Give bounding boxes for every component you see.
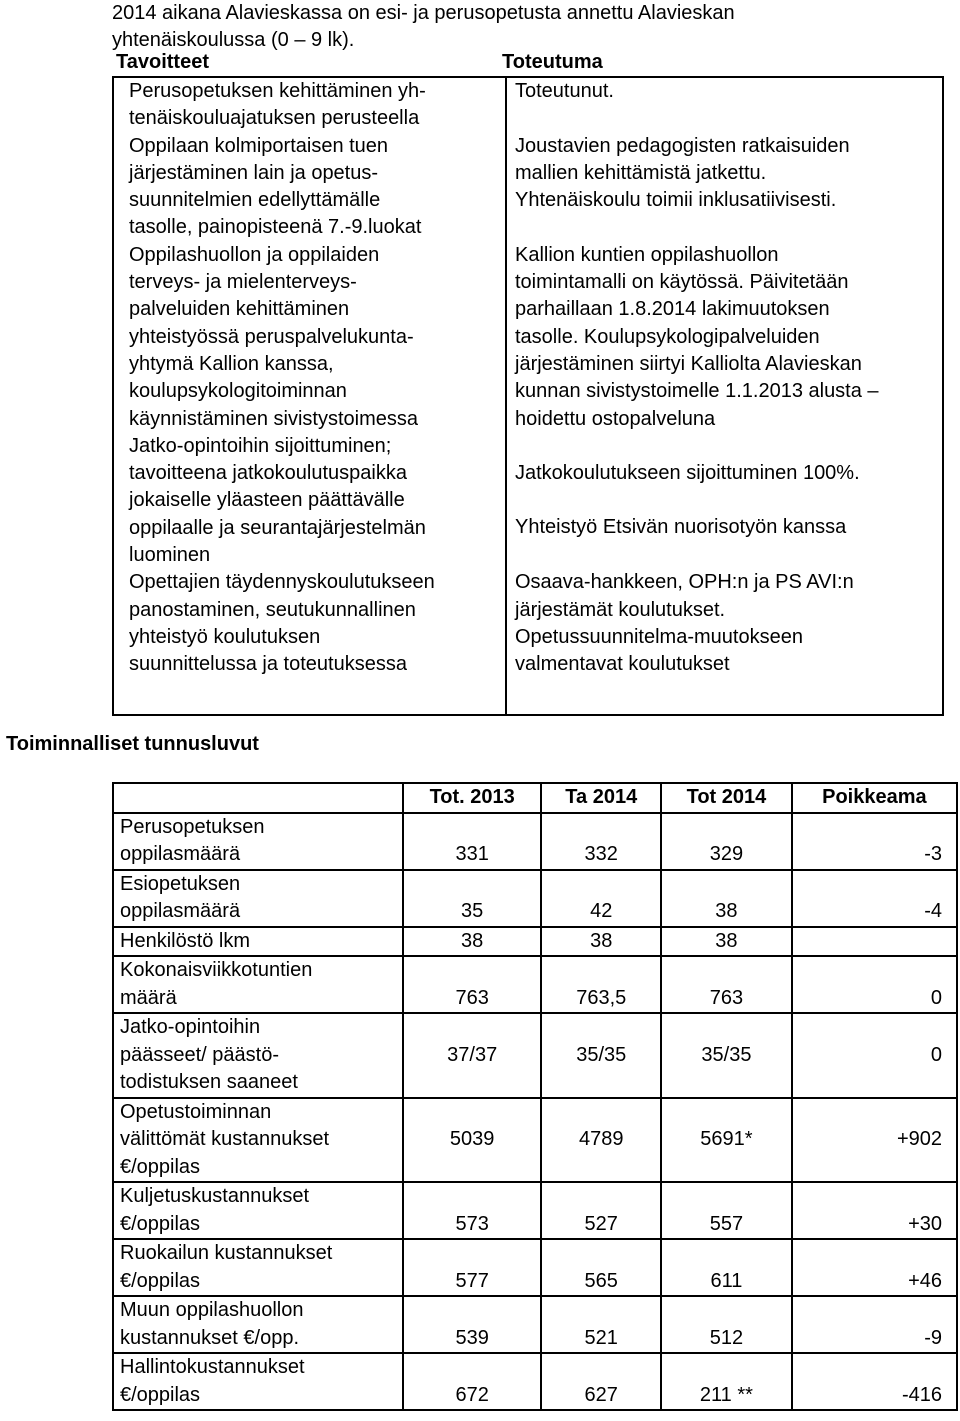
kpi-row — [113, 1239, 957, 1296]
kpi-label-line: oppilasmäärä — [120, 843, 241, 865]
kpi-value: 4789 — [541, 1098, 661, 1183]
goal-line: Perusopetuksen kehittäminen yh- — [129, 80, 426, 102]
result-cell — [506, 242, 943, 433]
goal-line: Opettajien täydennyskoulutukseen — [129, 571, 435, 594]
kpi-row — [113, 1098, 957, 1183]
kpi-value: 763 — [661, 956, 792, 1013]
result-line: Opetussuunnitelma-muutokseen — [515, 625, 803, 648]
kpi-row — [113, 1353, 957, 1410]
goal-line: oppilaalle ja seurantajärjestelmän — [129, 516, 426, 539]
result-line — [515, 487, 936, 514]
result-line: Yhtenäiskoulu toimii inklusatiivisesti. — [515, 189, 837, 212]
result-cell — [506, 77, 943, 133]
result-cell — [506, 569, 943, 715]
kpi-value: 42 — [541, 870, 661, 927]
kpi-label-line: Kokonaisviikkotuntien — [120, 959, 313, 981]
kpi-value: -4 — [792, 870, 957, 927]
kpi-label — [113, 1296, 403, 1353]
goals-header-result: Toteutuma — [502, 51, 603, 73]
kpi-value: 211 ** — [661, 1353, 792, 1410]
kpi-value: 577 — [403, 1239, 541, 1296]
kpi-value: 573 — [403, 1182, 541, 1239]
result-line: Yhteistyö Etsivän nuorisotyön kanssa — [515, 516, 847, 539]
kpi-label — [113, 870, 403, 927]
goal-line: Oppilashuollon ja oppilaiden — [129, 243, 380, 266]
goal-line: tenäiskouluajatuksen perusteella — [129, 107, 420, 130]
kpi-value: 565 — [541, 1239, 661, 1296]
kpi-label — [113, 1182, 403, 1239]
kpi-value: 611 — [661, 1239, 792, 1296]
kpi-label — [113, 927, 403, 957]
goal-line: käynnistäminen sivistystoimessa — [129, 407, 418, 430]
result-line: toimintamalli on käytössä. Päivitetään — [515, 271, 849, 294]
goal-line: suunnittelussa ja toteutuksessa — [129, 653, 407, 676]
goals-row — [113, 242, 943, 433]
kpi-value: 763,5 — [541, 956, 661, 1013]
kpi-value: 512 — [661, 1296, 792, 1353]
kpi-header-tot-2013: Tot. 2013 — [403, 783, 541, 813]
kpi-label-line: €/oppilas — [120, 1383, 201, 1406]
kpi-label — [113, 1353, 403, 1410]
kpi-row — [113, 1296, 957, 1353]
kpi-header-tot-2014: Tot 2014 — [661, 783, 792, 813]
result-line: valmentavat koulutukset — [515, 653, 730, 676]
kpi-value: 5691* — [661, 1098, 792, 1183]
kpi-label — [113, 813, 403, 870]
goal-cell — [113, 433, 506, 569]
kpi-label-line: Ruokailun kustannukset — [120, 1242, 333, 1264]
result-line: parhaillaan 1.8.2014 lakimuutoksen — [515, 298, 830, 321]
kpi-label-line: oppilasmäärä — [120, 900, 241, 922]
kpi-value — [792, 927, 957, 957]
kpi-value: 38 — [661, 870, 792, 927]
intro-text — [112, 0, 932, 54]
kpi-row — [113, 1182, 957, 1239]
goal-line: yhteistyössä peruspalvelukunta- — [129, 325, 414, 348]
kpi-value: 0 — [792, 1013, 957, 1098]
kpi-label-line: välittömät kustannukset — [120, 1128, 329, 1150]
goal-line: terveys- ja mielenterveys- — [129, 271, 357, 294]
result-line: Joustavien pedagogisten ratkaisuiden — [515, 134, 850, 157]
goal-line: koulupsykologitoiminnan — [129, 380, 347, 403]
kpi-header-ta-2014: Ta 2014 — [541, 783, 661, 813]
kpi-label-line: Henkilöstö lkm — [120, 929, 251, 952]
goals-row — [113, 77, 943, 133]
goal-line: suunnitelmien edellyttämälle — [129, 189, 381, 212]
kpi-row — [113, 813, 957, 870]
kpi-table — [112, 782, 958, 1411]
kpi-value: 35/35 — [661, 1013, 792, 1098]
kpi-value: 38 — [661, 927, 792, 957]
goal-line: panostaminen, seutukunnallinen — [129, 598, 416, 621]
goal-line: jokaiselle yläasteen päättävälle — [129, 489, 405, 512]
goals-header-goal: Tavoitteet — [116, 51, 209, 73]
intro-line: yhtenäiskoulussa (0 – 9 lk). — [112, 29, 355, 51]
goal-line: luominen — [129, 544, 211, 567]
kpi-label — [113, 956, 403, 1013]
kpi-value: 37/37 — [403, 1013, 541, 1098]
kpi-value: 521 — [541, 1296, 661, 1353]
result-line: Kallion kuntien oppilashuollon — [515, 243, 779, 266]
goal-line: järjestäminen lain ja opetus- — [129, 161, 379, 184]
kpi-label-line: Kuljetuskustannukset — [120, 1185, 310, 1207]
goals-table — [112, 76, 944, 716]
result-line — [515, 433, 936, 460]
result-line: tasolle. Koulupsykologipalveluiden — [515, 325, 820, 348]
kpi-label-line: €/oppilas — [120, 1269, 201, 1292]
kpi-label-line: Opetustoiminnan — [120, 1100, 272, 1123]
kpi-value: -9 — [792, 1296, 957, 1353]
result-cell — [506, 133, 943, 242]
goals-row — [113, 133, 943, 242]
result-line: järjestämät koulutukset. — [515, 598, 726, 621]
kpi-label — [113, 1239, 403, 1296]
kpi-header-blank — [113, 783, 403, 813]
kpi-label-line: Hallintokustannukset — [120, 1356, 305, 1378]
kpi-value: 38 — [541, 927, 661, 957]
kpi-value: 5039 — [403, 1098, 541, 1183]
kpi-label-line: kustannukset €/opp. — [120, 1326, 300, 1349]
result-line: Osaava-hankkeen, OPH:n ja PS AVI:n — [515, 571, 854, 594]
kpi-value: +902 — [792, 1098, 957, 1183]
kpi-row — [113, 927, 957, 957]
kpi-value: 527 — [541, 1182, 661, 1239]
goal-line: tavoitteena jatkokoulutuspaikka — [129, 462, 407, 485]
result-line: kunnan sivistystoimelle 1.1.2013 alusta – — [515, 380, 879, 403]
kpi-label — [113, 1013, 403, 1098]
goal-line: palveluiden kehittäminen — [129, 298, 350, 321]
kpi-value: 0 — [792, 956, 957, 1013]
result-cell — [506, 433, 943, 569]
kpi-value: +30 — [792, 1182, 957, 1239]
result-line: Jatkokoulutukseen sijoittuminen 100%. — [515, 461, 860, 484]
kpi-value: 35/35 — [541, 1013, 661, 1098]
goal-line: yhteistyö koulutuksen — [129, 625, 321, 648]
kpi-label-line: €/oppilas — [120, 1212, 201, 1235]
goal-line: tasolle, painopisteenä 7.-9.luokat — [129, 216, 422, 239]
section-title: Toiminnalliset tunnusluvut — [6, 733, 259, 755]
kpi-value: 332 — [541, 813, 661, 870]
kpi-header-poikkeama: Poikkeama — [792, 783, 957, 813]
kpi-label-line: päässeet/ päästö- — [120, 1043, 279, 1066]
kpi-value: 35 — [403, 870, 541, 927]
kpi-value: +46 — [792, 1239, 957, 1296]
kpi-value: 763 — [403, 956, 541, 1013]
kpi-value: -3 — [792, 813, 957, 870]
kpi-value: 672 — [403, 1353, 541, 1410]
kpi-label-line: Esiopetuksen — [120, 872, 241, 895]
kpi-value: 627 — [541, 1353, 661, 1410]
kpi-value: 539 — [403, 1296, 541, 1353]
goals-row — [113, 569, 943, 715]
kpi-label-line: todistuksen saaneet — [120, 1071, 298, 1093]
result-line: Toteutunut. — [515, 80, 614, 102]
kpi-label-line: Perusopetuksen — [120, 815, 265, 838]
kpi-row — [113, 956, 957, 1013]
goal-cell — [113, 77, 506, 133]
result-line: järjestäminen siirtyi Kalliolta Alavieskan — [515, 352, 862, 375]
goal-line: Oppilaan kolmiportaisen tuen — [129, 134, 389, 157]
result-line: hoidettu ostopalveluna — [515, 407, 716, 430]
kpi-label-line: Muun oppilashuollon — [120, 1299, 304, 1321]
kpi-value: 331 — [403, 813, 541, 870]
kpi-value: 557 — [661, 1182, 792, 1239]
intro-line: 2014 aikana Alavieskassa on esi- ja perusopetusta annettu Alavieskan — [112, 2, 735, 24]
goal-line: yhtymä Kallion kanssa, — [129, 352, 334, 375]
kpi-label — [113, 1098, 403, 1183]
kpi-label-line: €/oppilas — [120, 1155, 201, 1178]
kpi-header-row — [113, 783, 957, 813]
kpi-value: 329 — [661, 813, 792, 870]
goals-row — [113, 433, 943, 569]
kpi-label-line: määrä — [120, 986, 177, 1009]
result-line: mallien kehittämistä jatkettu. — [515, 161, 767, 184]
kpi-value: 38 — [403, 927, 541, 957]
kpi-row — [113, 1013, 957, 1098]
kpi-row — [113, 870, 957, 927]
goal-cell — [113, 242, 506, 433]
goal-cell — [113, 133, 506, 242]
goal-line: Jatko-opintoihin sijoittuminen; — [129, 434, 392, 457]
kpi-value: -416 — [792, 1353, 957, 1410]
kpi-label-line: Jatko-opintoihin — [120, 1016, 261, 1038]
goal-cell — [113, 569, 506, 715]
